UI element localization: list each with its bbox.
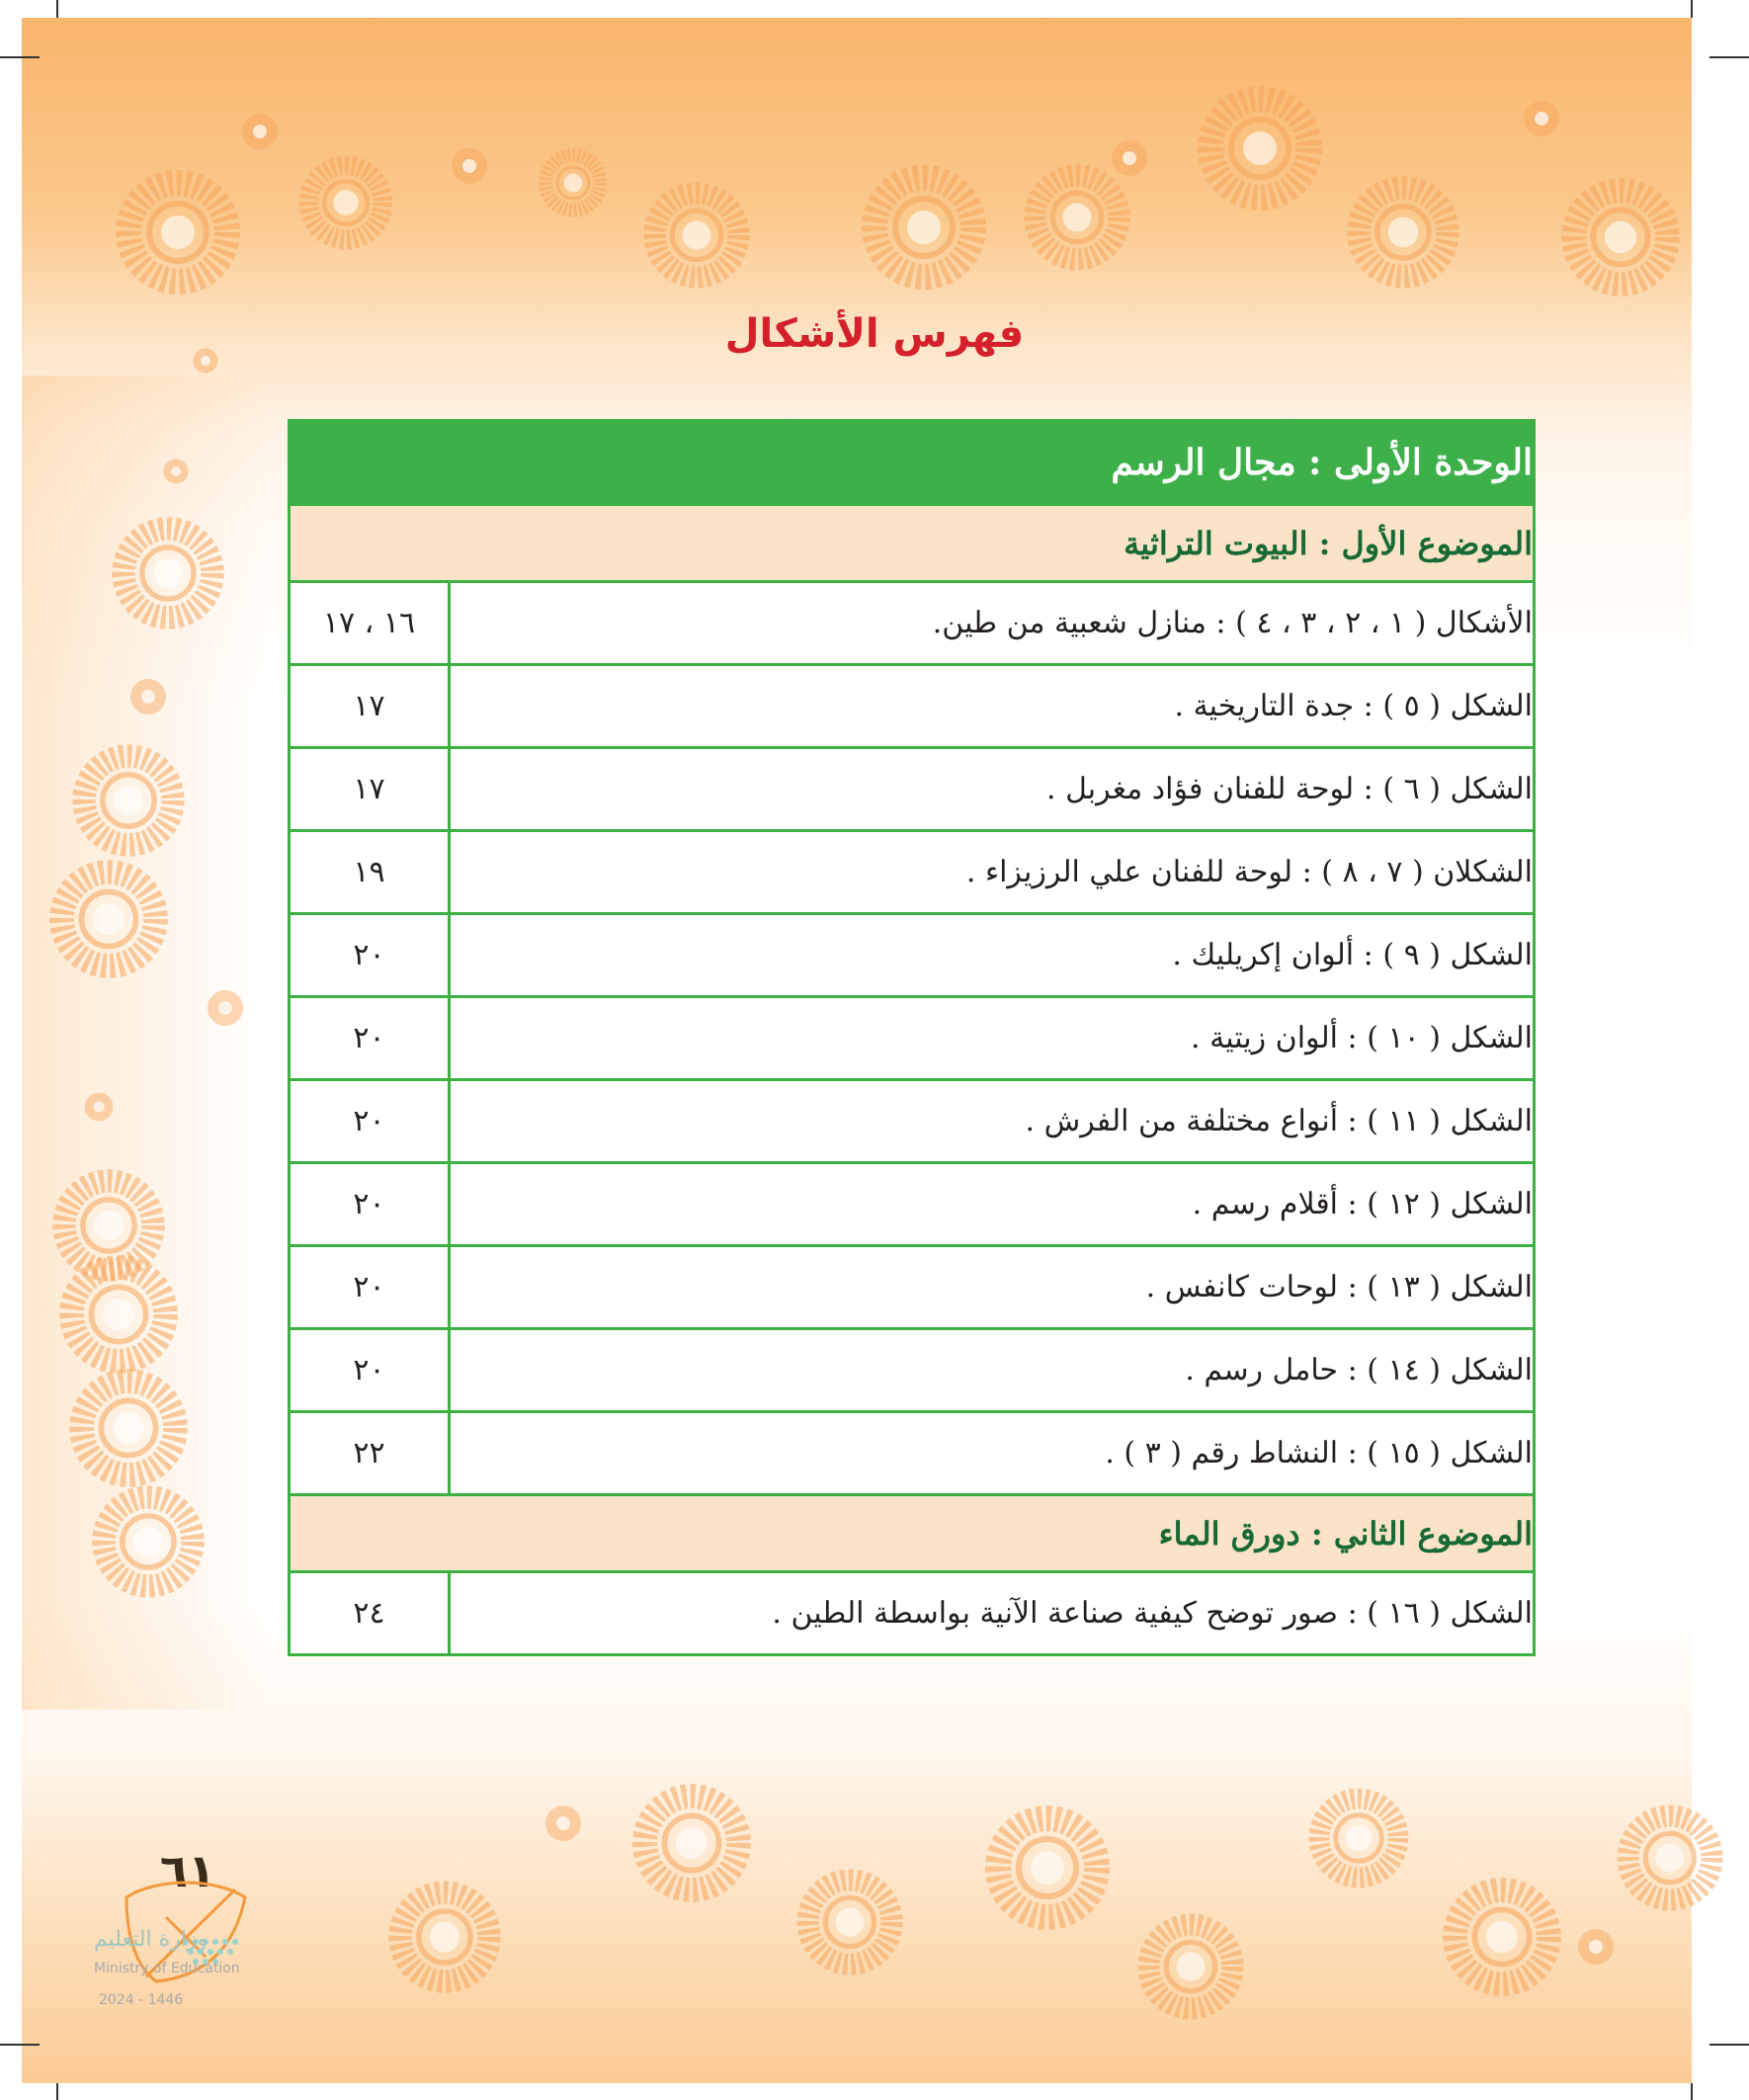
figure-page-number: ٢٤ — [290, 1572, 450, 1655]
figure-page-number: ١٧ — [290, 748, 450, 831]
page-number: ٦١ — [159, 1844, 216, 1897]
figure-description: الشكلان ( ٧ ، ٨ ) : لوحة للفنان علي الرزيزاء . — [450, 831, 1535, 914]
figure-page-number: ٢٠ — [290, 1080, 450, 1163]
figure-row — [290, 1246, 1535, 1329]
figure-row — [290, 1412, 1535, 1495]
figure-description: الشكل ( ١٠ ) : ألوان زيتية . — [450, 997, 1535, 1080]
figure-row — [290, 831, 1535, 914]
unit-row — [290, 421, 1535, 505]
topic-heading: الموضوع الثاني : دورق الماء — [290, 1495, 1535, 1572]
figures-index-body — [290, 421, 1535, 1655]
figure-description: الشكل ( ١٤ ) : حامل رسم . — [450, 1329, 1535, 1412]
figure-page-number: ١٧ — [290, 665, 450, 748]
figure-page-number: ١٩ — [290, 831, 450, 914]
figure-row — [290, 748, 1535, 831]
figure-description: الشكل ( ١١ ) : أنواع مختلفة من الفرش . — [450, 1080, 1535, 1163]
figure-description: الشكل ( ٥ ) : جدة التاريخية . — [450, 665, 1535, 748]
figure-page-number: ٢٠ — [290, 914, 450, 997]
page-title: فهرس الأشكال — [724, 311, 1025, 357]
figure-page-number: ٢٠ — [290, 1163, 450, 1246]
figure-row — [290, 1080, 1535, 1163]
figure-row — [290, 1572, 1535, 1655]
figure-row — [290, 582, 1535, 665]
topic-row — [290, 505, 1535, 582]
unit-heading: الوحدة الأولى : مجال الرسم — [290, 421, 1535, 505]
topic-heading: الموضوع الأول : البيوت التراثية — [290, 505, 1535, 582]
figure-description: الشكل ( ٩ ) : ألوان إكريليك . — [450, 914, 1535, 997]
figure-row — [290, 1329, 1535, 1412]
figure-page-number: ١٦ ، ١٧ — [290, 582, 450, 665]
figures-index-table — [288, 419, 1536, 1656]
figure-description: الشكل ( ٦ ) : لوحة للفنان فؤاد مغربل . — [450, 748, 1535, 831]
figure-page-number: ٢٢ — [290, 1412, 450, 1495]
figure-page-number: ٢٠ — [290, 997, 450, 1080]
figure-description: الشكل ( ١٥ ) : النشاط رقم ( ٣ ) . — [450, 1412, 1535, 1495]
figure-description: الشكل ( ١٣ ) : لوحات كانفس . — [450, 1246, 1535, 1329]
figure-page-number: ٢٠ — [290, 1329, 450, 1412]
figure-description: الشكل ( ١٢ ) : أقلام رسم . — [450, 1163, 1535, 1246]
ministry-year: 2024 - 1446 — [99, 1992, 184, 2008]
ministry-name-en: Ministry of Education — [94, 1961, 240, 1976]
topic-row — [290, 1495, 1535, 1572]
figure-description: الشكل ( ١٦ ) : صور توضح كيفية صناعة الآنية بواسطة الطين . — [450, 1572, 1535, 1655]
ministry-name-ar: وزارة التعليم — [94, 1927, 208, 1952]
figure-description: الأشكال ( ١ ، ٢ ، ٣ ، ٤ ) : منازل شعبية من طين. — [450, 582, 1535, 665]
figure-row — [290, 665, 1535, 748]
figure-row — [290, 914, 1535, 997]
figure-row — [290, 1163, 1535, 1246]
figure-page-number: ٢٠ — [290, 1246, 450, 1329]
figure-row — [290, 997, 1535, 1080]
